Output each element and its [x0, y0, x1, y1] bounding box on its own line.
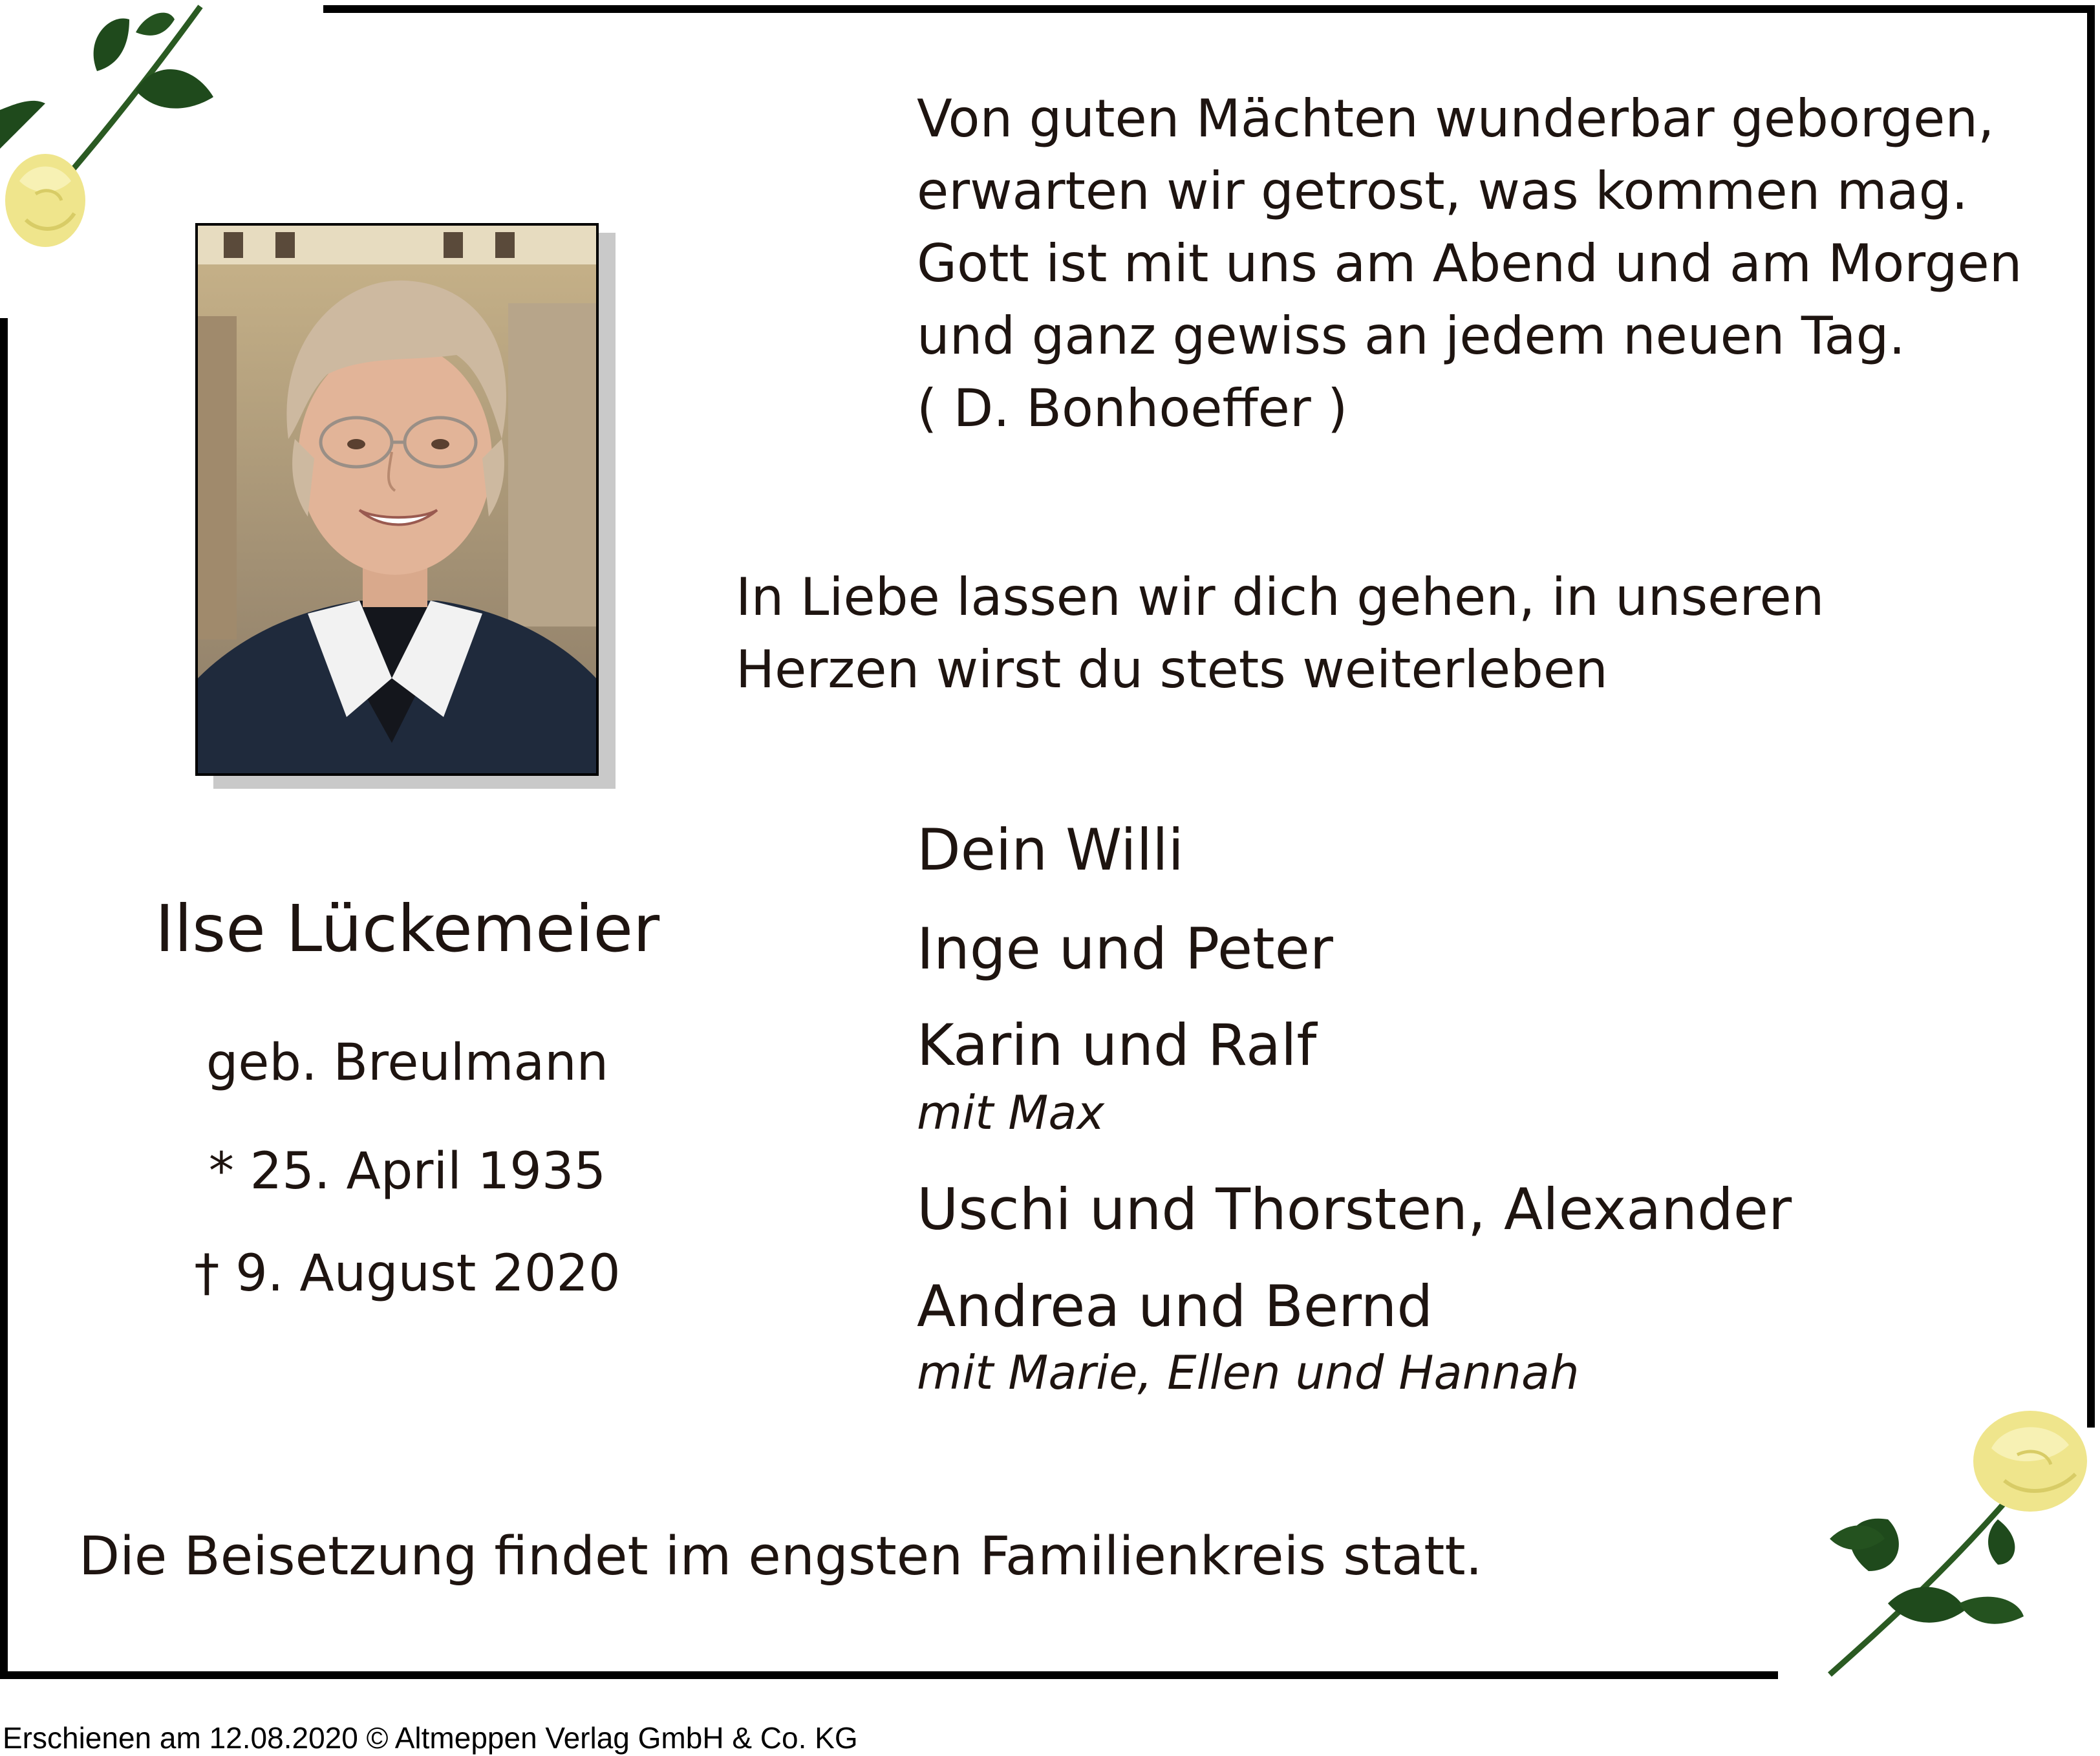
birth-date: * 25. April 1935: [208, 1142, 606, 1201]
poem-line: Von guten Mächten wunderbar geborgen,: [917, 89, 1995, 149]
maiden-name: geb. Breulmann: [206, 1034, 609, 1092]
mourner-name: Andrea und Bernd: [917, 1273, 1433, 1340]
tribute-line: Herzen wirst du stets weiterleben: [736, 639, 1608, 700]
mourner-children: mit Marie, Ellen und Hannah: [917, 1345, 1580, 1400]
deceased-name: Ilse Lückemeier: [155, 891, 660, 967]
mourner-children: mit Max: [917, 1086, 1105, 1140]
mourner-name: Inge und Peter: [917, 915, 1333, 982]
frame-left-line: [0, 318, 8, 1679]
yellow-rose-icon: [1810, 1409, 2100, 1687]
frame-bottom-line: [0, 1671, 1778, 1679]
portrait-illustration: [198, 226, 596, 773]
funeral-note: Die Beisetzung findet im engsten Familienkreis statt.: [79, 1526, 1483, 1587]
poem-line: und ganz gewiss an jedem neuen Tag.: [917, 306, 1905, 366]
poem-line: Gott ist mit uns am Abend und am Morgen: [917, 233, 2022, 294]
portrait-photo: [195, 223, 599, 776]
frame-right-line: [2087, 5, 2095, 1428]
death-date: † 9. August 2020: [194, 1245, 621, 1303]
yellow-rose-icon: [0, 0, 233, 259]
mourner-name: Dein Willi: [917, 817, 1184, 883]
tribute-line: In Liebe lassen wir dich gehen, in unseren: [736, 567, 1825, 627]
mourner-name: Karin und Ralf: [917, 1012, 1317, 1078]
poem-line: erwarten wir getrost, was kommen mag.: [917, 161, 1968, 221]
poem-author: ( D. Bonhoeffer ): [917, 378, 1348, 438]
frame-top-line: [323, 5, 2095, 13]
mourner-name: Uschi und Thorsten, Alexander: [917, 1176, 1792, 1243]
publication-footer: Erschienen am 12.08.2020 © Altmeppen Verlag GmbH & Co. KG: [3, 1721, 858, 1755]
